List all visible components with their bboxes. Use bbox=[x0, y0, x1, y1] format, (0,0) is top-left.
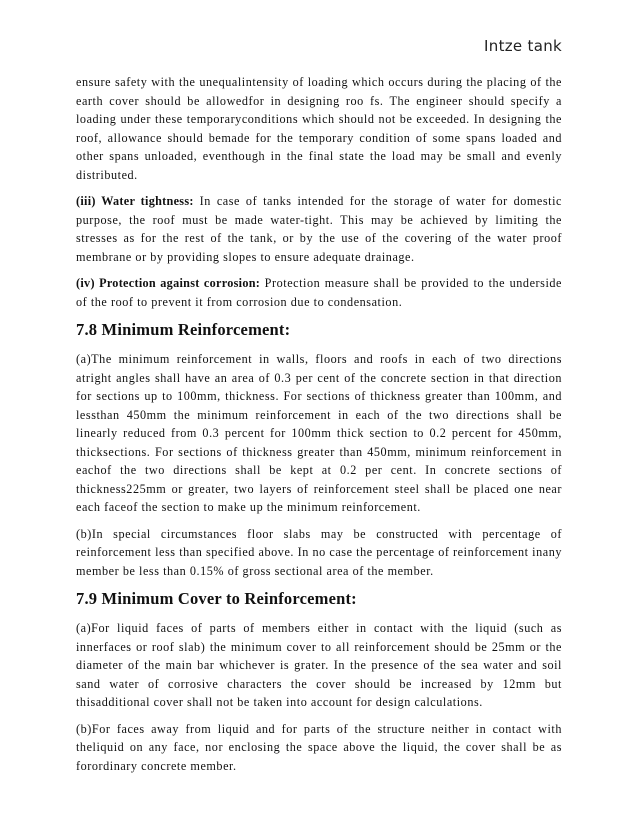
paragraph-water-tightness bbox=[76, 192, 562, 266]
paragraph-cover-b: (b)For faces away from liquid and for parts of the structure neither in contact with theliquid on any face, nor enclosing the space above the liquid, the cover shall be as forordinary concrete member. bbox=[76, 721, 562, 773]
heading-minimum-cover: 7.9 Minimum Cover to Reinforcement: bbox=[76, 589, 357, 608]
paragraph-reinforcement-b: (b)In special circumstances floor slabs may be constructed with percentage of reinforcement less than specified above. In no case the percentage of reinforcement inany member be less than 0.15% of gross sectional area of the member. bbox=[76, 526, 562, 578]
water-tightness-text: In case of tanks intended for the storage of water for domestic purpose, the roof must be made water-tight. This may be achieved by limiting the stresses as for the rest of the tank, or by the use of the covering of the water proof membrane or by providing slopes to ensure adequate drainage. bbox=[76, 194, 563, 264]
running-header: Intze tank bbox=[484, 37, 562, 55]
paragraph-cover-a: (a)For liquid faces of parts of members either in contact with the liquid (such as innerfaces or roof slab) the minimum cover to all reinforcement should be 25mm or the diameter of the main bar whichever is grater. In the presence of the sea water and soil sand water of corrosive characters the cover should be increased by 12mm but thisadditional cover shall not be taken into account for design calculations. bbox=[76, 621, 562, 709]
corrosion-label: (iv) Protection against corrosion: bbox=[76, 276, 261, 290]
paragraph-roof-loading: ensure safety with the unequalintensity of loading which occurs during the placing of the earth cover should be allowedfor in designing roo fs. The engineer should specify a loading under these temporaryconditions which should not be exceeded. In designing the roof, allowance should bemade for the temporary condition of some spans loaded and other spans unloaded, eventhough in the final state the load may be small and evenly distributed. bbox=[76, 75, 562, 182]
heading-minimum-reinforcement: 7.8 Minimum Reinforcement: bbox=[76, 320, 291, 339]
paragraph-reinforcement-a: (a)The minimum reinforcement in walls, floors and roofs in each of two directions atright angles shall have an area of 0.3 per cent of the concrete section in that direction for sections up to 100mm, thickness. For sections of thickness greater than 100mm, and lessthan 450mm the minimum reinforcement in each of the two directions shall be linearly reduced from 0.3 percent for 100mm thick section to 0.2 percent for 450mm, thicksections. For sections of thickness greater than 450mm, minimum reinforcement in eachof the two directions shall be kept at 0.2 per cent. In concrete sections of thickness225mm or greater, two layers of reinforcement steel shall be placed one near each faceof the section to make up the minimum reinforcement. bbox=[76, 352, 562, 514]
water-tightness-label: (iii) Water tightness: bbox=[76, 194, 194, 208]
paragraph-corrosion bbox=[76, 274, 562, 311]
corrosion-text: Protection measure shall be provided to the underside of the roof to prevent it from corrosion due to condensation. bbox=[76, 276, 562, 309]
document-body bbox=[76, 73, 562, 783]
